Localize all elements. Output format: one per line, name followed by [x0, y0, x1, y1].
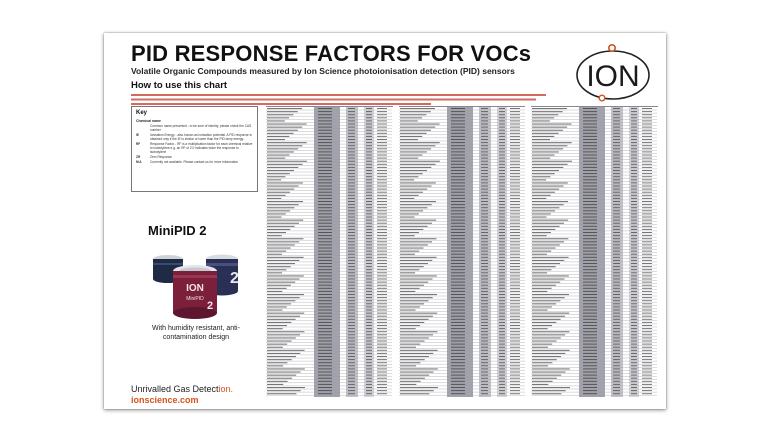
tagline-text: Unrivalled Gas Detect — [131, 384, 219, 394]
key-box — [131, 106, 258, 192]
key-row — [136, 124, 253, 132]
key-row — [136, 133, 253, 141]
key-rows — [136, 124, 253, 164]
key-term: IE — [136, 133, 140, 137]
key-subheading: Chemical name — [136, 119, 161, 123]
response-factor-tables — [266, 106, 658, 397]
tagline — [131, 384, 233, 394]
tagline-accent: ion. — [218, 384, 234, 394]
logo-wordmark: ION — [586, 60, 640, 93]
svg-text:2: 2 — [207, 300, 214, 312]
ion-logo — [572, 41, 654, 103]
ion-logo-icon — [572, 41, 654, 103]
svg-text:2: 2 — [230, 270, 239, 287]
key-term: RF — [136, 142, 141, 146]
instruction-text-lines — [131, 93, 551, 107]
key-definition: Currently not available. Please contact us for more information — [150, 160, 239, 164]
key-term: N/A — [136, 160, 142, 164]
key-row — [136, 142, 253, 154]
key-term: ZR — [136, 155, 141, 159]
table-column-2 — [399, 106, 526, 397]
key-row — [136, 160, 253, 164]
key-definition: Zero Response — [150, 155, 172, 159]
table-column-3 — [531, 106, 658, 397]
key-heading: Key — [136, 110, 148, 116]
product-name: MiniPID 2 — [148, 223, 207, 238]
product-caption: With humidity resistant, anti-contamination design — [152, 325, 240, 341]
key-definition: Response Factor - RF is a multiplication factor for each chemical relative to isobutylene e.g. an RF of 2.0 indicates twice the response to isobutylene — [150, 142, 253, 154]
key-definition: Ionisation Energy - also known as ionisation potential. A PID response is obtained only if the IE is similar or lower than the PID lamp energy. — [150, 133, 252, 141]
key-term — [136, 124, 150, 132]
svg-text:MiniPID: MiniPID — [186, 296, 204, 302]
pid-response-poster — [104, 33, 666, 409]
table-column-1 — [266, 106, 393, 397]
poster-title: PID RESPONSE FACTORS FOR VOCs — [131, 41, 532, 66]
website-link[interactable]: ionscience.com — [131, 395, 199, 405]
minipid-sensor-image — [148, 245, 248, 321]
poster-subtitle: Volatile Organic Compounds measured by Ion Science photoionisation detection (PID) sensors — [131, 66, 515, 76]
key-definition: Common name presented - to be sure of identity, please check the CAS number — [150, 124, 252, 132]
how-to-heading: How to use this chart — [131, 80, 228, 91]
key-row — [136, 155, 253, 159]
svg-text:ION: ION — [186, 283, 204, 294]
sensor-front — [173, 265, 217, 319]
